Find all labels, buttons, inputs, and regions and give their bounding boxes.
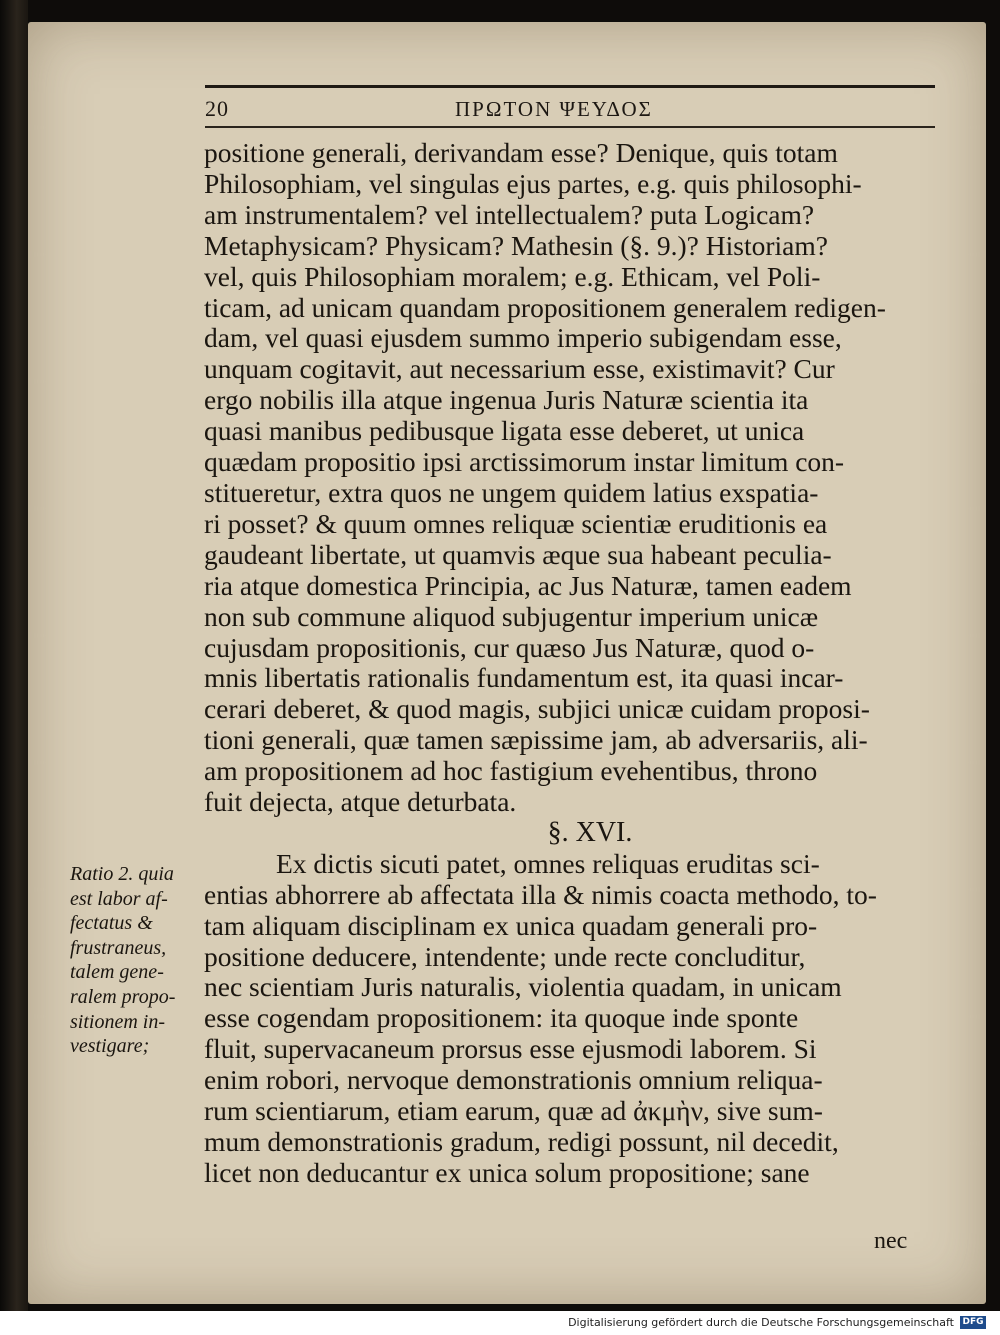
margin-note-line: est labor af- — [70, 887, 168, 910]
text-line: Ex dictis sicuti patet, omnes reliquas eruditas sci- — [276, 847, 820, 879]
text-line: ri posset? & quum omnes reliquæ scientiæ eruditionis ea — [204, 507, 828, 539]
text-line: fuit dejecta, atque deturbata. — [204, 786, 517, 818]
text-line: ticam, ad unicam quandam propositionem generalem redigen- — [204, 291, 886, 323]
text-line: vel, quis Philosophiam moralem; e.g. Ethicam, vel Poli- — [204, 260, 821, 292]
margin-note-line: vestigare; — [70, 1035, 150, 1058]
footer-credit: Digitalisierung gefördert durch die Deutsche Forschungsgemeinschaft — [568, 1316, 954, 1329]
catchword: nec — [874, 1228, 908, 1254]
text-line: mnis libertatis rationalis fundamentum est, ita quasi incar- — [204, 662, 844, 694]
text-line: fluit, supervacaneum prorsus esse ejusmodi laborem. Si — [204, 1033, 817, 1065]
text-line: Philosophiam, vel singulas ejus partes, e.g. quis philosophi- — [204, 167, 862, 199]
text-line: positione generali, derivandam esse? Denique, quis totam — [204, 137, 838, 168]
text-line: licet non deducantur ex unica solum propositione; sane — [204, 1156, 810, 1188]
text-line: enim robori, nervoque demonstrationis omnium reliqua- — [204, 1064, 823, 1096]
margin-note-line: ralem propo- — [70, 985, 176, 1008]
text-line: cujusdam propositionis, cur quæso Jus Naturæ, quod o- — [204, 631, 815, 663]
text-line: rum scientiarum, etiam earum, quæ ad ἀκμὴν, sive sum- — [204, 1095, 823, 1127]
text-line: positione deducere, intendente; unde recte concluditur, — [204, 940, 806, 972]
text-line: stitueretur, extra quos ne ungem quidem latius exspatia- — [204, 476, 819, 508]
text-line: entias abhorrere ab affectata illa & nimis coacta methodo, to- — [204, 878, 877, 910]
text-line: dam, vel quasi ejusdem summo imperio subigendam esse, — [204, 322, 842, 354]
text-line: am instrumentalem? vel intellectualem? puta Logicam? — [204, 198, 815, 230]
text-line: ria atque domestica Principia, ac Jus Naturæ, tamen eadem — [204, 569, 852, 601]
running-head: ΠΡΩΤΟΝ ΨΕΥΔΟΣ — [455, 97, 653, 121]
text-line: quasi manibus pedibusque ligata esse deberet, ut unica — [204, 415, 805, 447]
margin-note — [70, 862, 210, 1059]
text-line: Metaphysicam? Physicam? Mathesin (§. 9.)? Historiam? — [204, 229, 828, 261]
margin-note-line: Ratio 2. quia — [70, 863, 174, 885]
text-line: tam aliquam disciplinam ex unica quadam generali pro- — [204, 909, 818, 941]
dfg-logo-icon: DFG — [960, 1316, 986, 1329]
header-rule-bottom — [205, 126, 935, 128]
text-line: quædam propositio ipsi arctissimorum instar limitum con- — [204, 446, 845, 478]
margin-note-line: sitionem in- — [70, 1010, 165, 1033]
margin-note-line: fectatus & — [70, 912, 153, 935]
page-number: 20 — [205, 96, 229, 121]
book-spine-edge — [0, 0, 28, 1335]
text-line: esse cogendam propositionem: ita quoque inde sponte — [204, 1002, 799, 1034]
text-line: ergo nobilis illa atque ingenua Juris Naturæ scientia ita — [204, 384, 809, 416]
body-text — [204, 138, 936, 1189]
margin-note-line: talem gene- — [70, 961, 164, 984]
margin-note-line: frustraneus, — [70, 936, 167, 959]
text-line: am propositionem ad hoc fastigium evehentibus, throno — [204, 755, 818, 787]
text-line: gaudeant libertate, ut quamvis æque sua habeant peculia- — [204, 538, 832, 570]
header-rule-top — [205, 85, 935, 88]
section-heading: §. XVI. — [547, 816, 633, 848]
text-line: unquam cogitavit, aut necessarium esse, existimavit? Cur — [204, 353, 835, 385]
text-line: tioni generali, quæ tamen sæpissime jam, ab adversariis, ali- — [204, 724, 868, 756]
text-line: non sub commune aliquod subjugentur imperium unicæ — [204, 600, 819, 632]
text-line: nec scientiam Juris naturalis, violentia quadam, in unicam — [204, 971, 842, 1003]
text-line: mum demonstrationis gradum, redigi possunt, nil decedit, — [204, 1126, 839, 1157]
text-line: cerari deberet, & quod magis, subjici unicæ cuidam proposi- — [204, 693, 870, 725]
